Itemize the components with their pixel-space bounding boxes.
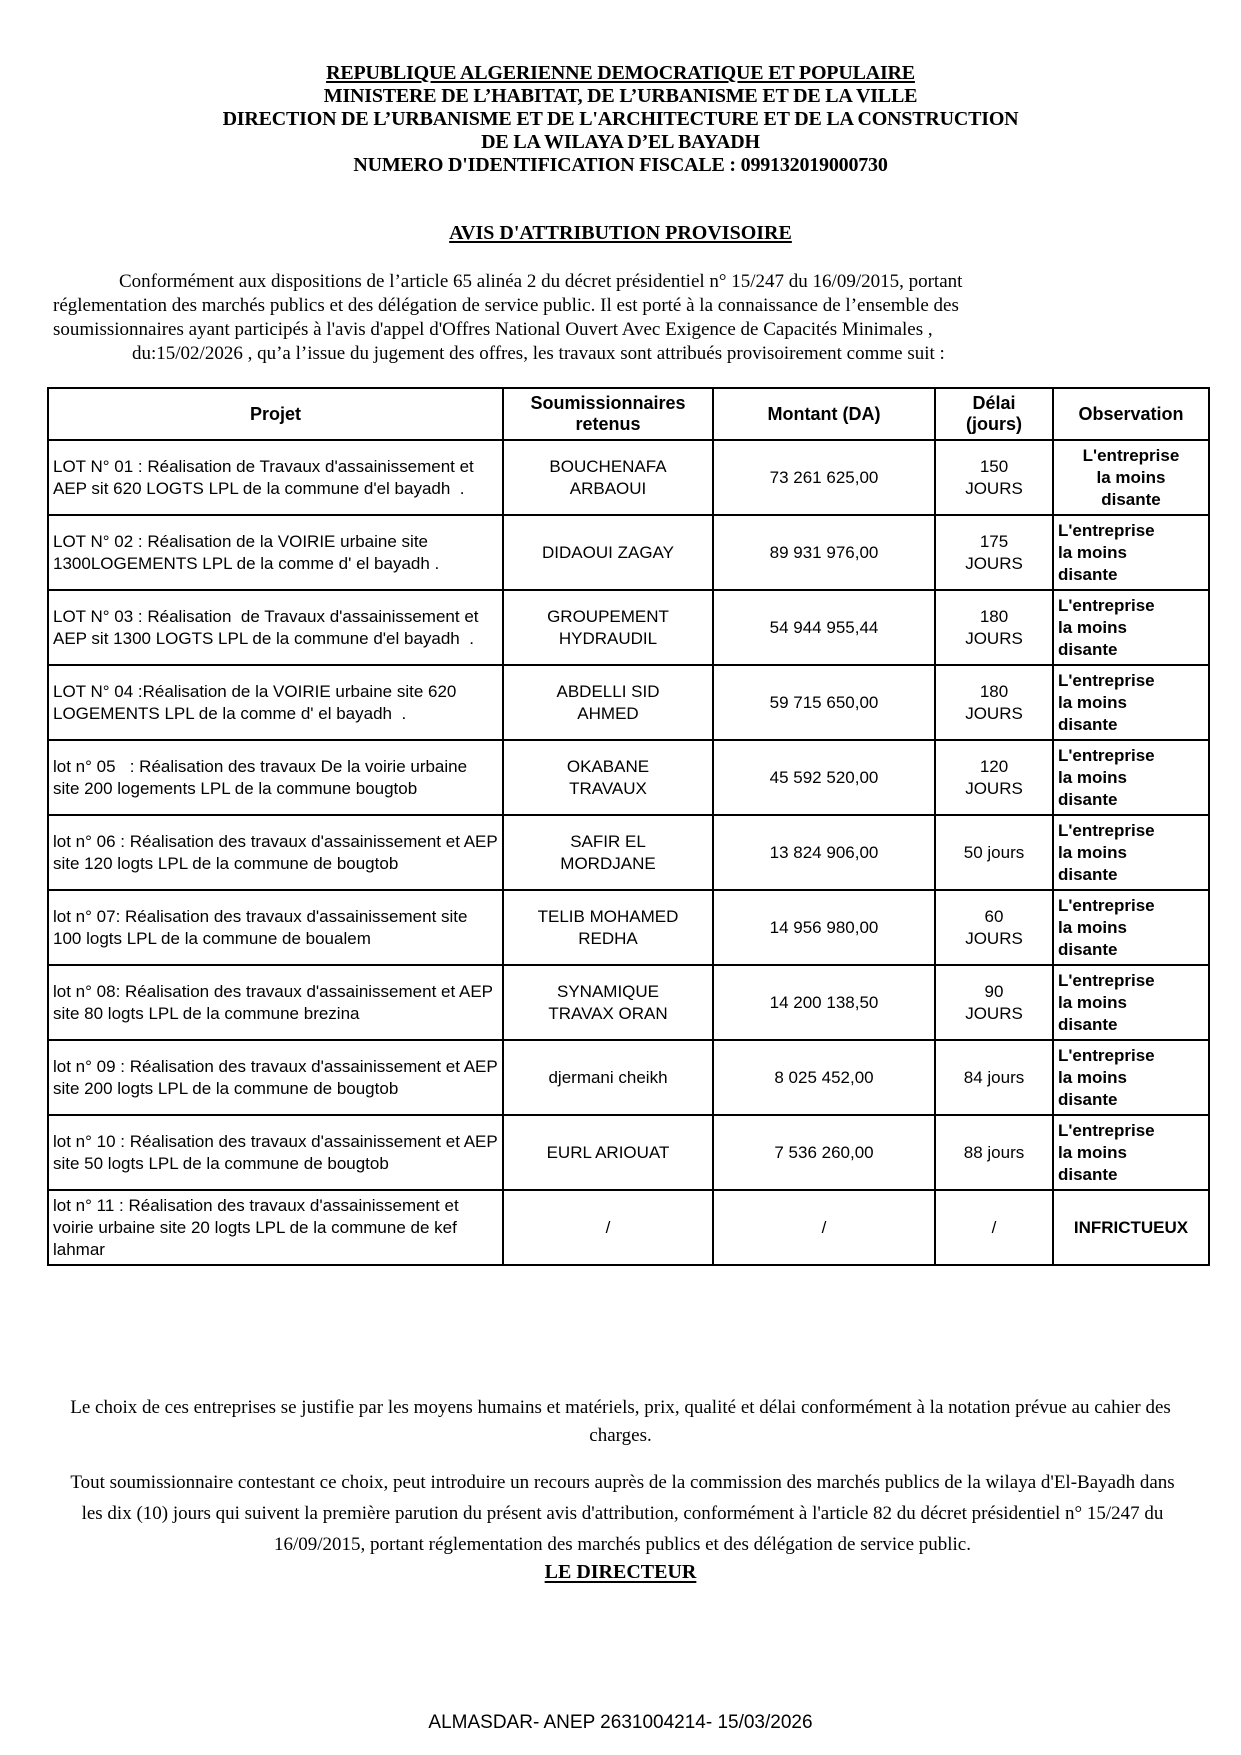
table-row	[48, 740, 1209, 815]
director-signature-text: LE DIRECTEUR	[544, 1561, 697, 1583]
table-row	[48, 815, 1209, 890]
observation-cell: L'entreprise la moins disante	[1053, 1040, 1209, 1115]
table-row	[48, 590, 1209, 665]
attribution-table	[47, 387, 1210, 1266]
document-title: AVIS D'ATTRIBUTION PROVISOIRE	[449, 222, 792, 244]
amount-cell: 59 715 650,00	[713, 665, 935, 740]
project-cell: LOT N° 01 : Réalisation de Travaux d'assainissement et AEP sit 620 LOGTS LPL de la commune d'el bayadh .	[48, 440, 503, 515]
table-row	[48, 890, 1209, 965]
table-row	[48, 1115, 1209, 1190]
intro-line-3: soumissionnaires ayant participés à l'avis d'appel d'Offres National Ouvert Avec Exigence de Capacités Minimales ,	[53, 319, 933, 340]
column-header-delai: Délai (jours)	[935, 388, 1053, 440]
observation-cell: INFRICTUEUX	[1053, 1190, 1209, 1265]
bidder-cell: BOUCHENAFA ARBAOUI	[503, 440, 713, 515]
column-header-soumissionnaires: Soumissionnaires retenus	[503, 388, 713, 440]
column-header-projet: Projet	[48, 388, 503, 440]
amount-cell: 73 261 625,00	[713, 440, 935, 515]
delay-cell: 88 jours	[935, 1115, 1053, 1190]
fiscal-id-line: NUMERO D'IDENTIFICATION FISCALE : 099132019000730	[353, 154, 888, 176]
intro-paragraph	[53, 270, 1185, 366]
column-header-montant: Montant (DA)	[713, 388, 935, 440]
project-cell: lot n° 07: Réalisation des travaux d'assainissement site 100 logts LPL de la commune de boualem	[48, 890, 503, 965]
publication-footer: ALMASDAR- ANEP 2631004214- 15/03/2026	[428, 1712, 813, 1733]
observation-cell: L'entreprise la moins disante	[1053, 815, 1209, 890]
table-row	[48, 665, 1209, 740]
amount-cell: 89 931 976,00	[713, 515, 935, 590]
observation-cell: L'entreprise la moins disante	[1053, 440, 1209, 515]
delay-cell: 175 JOURS	[935, 515, 1053, 590]
intro-line-1: Conformément aux dispositions de l’article 65 alinéa 2 du décret présidentiel n° 15/247 du 16/09/2015, portant	[119, 271, 963, 292]
amount-cell: 14 200 138,50	[713, 965, 935, 1040]
table-row	[48, 440, 1209, 515]
bidder-cell: DIDAOUI ZAGAY	[503, 515, 713, 590]
amount-cell: 7 536 260,00	[713, 1115, 935, 1190]
observation-cell: L'entreprise la moins disante	[1053, 515, 1209, 590]
national-header	[0, 0, 1241, 177]
director-signature	[0, 1560, 1241, 1584]
bidder-cell: SYNAMIQUE TRAVAX ORAN	[503, 965, 713, 1040]
amount-cell: /	[713, 1190, 935, 1265]
wilaya-line: DE LA WILAYA D’EL BAYADH	[481, 131, 760, 153]
amount-cell: 45 592 520,00	[713, 740, 935, 815]
attribution-table-body	[48, 440, 1209, 1265]
delay-cell: 180 JOURS	[935, 665, 1053, 740]
delay-cell: 60 JOURS	[935, 890, 1053, 965]
delay-cell: 180 JOURS	[935, 590, 1053, 665]
ministry-line: MINISTERE DE L’HABITAT, DE L’URBANISME ET DE LA VILLE	[323, 85, 918, 107]
table-row	[48, 515, 1209, 590]
amount-cell: 13 824 906,00	[713, 815, 935, 890]
justification-paragraph: Le choix de ces entreprises se justifie par les moyens humains et matériels, prix, qualité et délai conformément à la notation prévue au cahier des charges.	[70, 1397, 1171, 1446]
project-cell: LOT N° 04 :Réalisation de la VOIRIE urbaine site 620 LOGEMENTS LPL de la comme d' el bayadh .	[48, 665, 503, 740]
observation-cell: L'entreprise la moins disante	[1053, 1115, 1209, 1190]
project-cell: LOT N° 02 : Réalisation de la VOIRIE urbaine site 1300LOGEMENTS LPL de la comme d' el bayadh .	[48, 515, 503, 590]
observation-cell: L'entreprise la moins disante	[1053, 665, 1209, 740]
observation-cell: L'entreprise la moins disante	[1053, 965, 1209, 1040]
direction-line: DIRECTION DE L’URBANISME ET DE L'ARCHITECTURE ET DE LA CONSTRUCTION	[222, 108, 1019, 130]
bidder-cell: EURL ARIOUAT	[503, 1115, 713, 1190]
bidder-cell: GROUPEMENT HYDRAUDIL	[503, 590, 713, 665]
amount-cell: 14 956 980,00	[713, 890, 935, 965]
bidder-cell: ABDELLI SID AHMED	[503, 665, 713, 740]
table-row	[48, 1190, 1209, 1265]
project-cell: lot n° 11 : Réalisation des travaux d'assainissement et voirie urbaine site 20 logts LPL de la commune de kef lahmar	[48, 1190, 503, 1265]
observation-cell: L'entreprise la moins disante	[1053, 740, 1209, 815]
table-header-row	[48, 388, 1209, 440]
bidder-cell: /	[503, 1190, 713, 1265]
recourse-paragraph: Tout soumissionnaire contestant ce choix, peut introduire un recours auprès de la commission des marchés publics de la wilaya d'El-Bayadh dans les dix (10) jours qui suivent la première parution du présent avis d'attribution, conformément à l'article 82 du décret présidentiel n° 15/247 du 16/09/2015, portant réglementation des marchés publics et des délégation de service public.	[70, 1472, 1175, 1555]
project-cell: lot n° 06 : Réalisation des travaux d'assainissement et AEP site 120 logts LPL de la commune de bougtob	[48, 815, 503, 890]
bidder-cell: TELIB MOHAMED REDHA	[503, 890, 713, 965]
project-cell: lot n° 09 : Réalisation des travaux d'assainissement et AEP site 200 logts LPL de la commune de bougtob	[48, 1040, 503, 1115]
amount-cell: 8 025 452,00	[713, 1040, 935, 1115]
observation-cell: L'entreprise la moins disante	[1053, 890, 1209, 965]
delay-cell: 150 JOURS	[935, 440, 1053, 515]
bidder-cell: SAFIR EL MORDJANE	[503, 815, 713, 890]
amount-cell: 54 944 955,44	[713, 590, 935, 665]
table-row	[48, 965, 1209, 1040]
column-header-observation: Observation	[1053, 388, 1209, 440]
project-cell: lot n° 05 : Réalisation des travaux De la voirie urbaine site 200 logements LPL de la commune bougtob	[48, 740, 503, 815]
project-cell: lot n° 08: Réalisation des travaux d'assainissement et AEP site 80 logts LPL de la commune brezina	[48, 965, 503, 1040]
delay-cell: 90 JOURS	[935, 965, 1053, 1040]
project-cell: LOT N° 03 : Réalisation de Travaux d'assainissement et AEP sit 1300 LOGTS LPL de la commune d'el bayadh .	[48, 590, 503, 665]
intro-line-2: réglementation des marchés publics et des délégation de service public. Il est porté à la connaissance de l’ensemble des	[53, 295, 959, 316]
delay-cell: /	[935, 1190, 1053, 1265]
bidder-cell: djermani cheikh	[503, 1040, 713, 1115]
delay-cell: 50 jours	[935, 815, 1053, 890]
observation-cell: L'entreprise la moins disante	[1053, 590, 1209, 665]
delay-cell: 120 JOURS	[935, 740, 1053, 815]
project-cell: lot n° 10 : Réalisation des travaux d'assainissement et AEP site 50 logts LPL de la commune de bougtob	[48, 1115, 503, 1190]
delay-cell: 84 jours	[935, 1040, 1053, 1115]
republic-line: REPUBLIQUE ALGERIENNE DEMOCRATIQUE ET POPULAIRE	[326, 62, 915, 84]
table-row	[48, 1040, 1209, 1115]
bidder-cell: OKABANE TRAVAUX	[503, 740, 713, 815]
intro-line-4: du:15/02/2026 , qu’a l’issue du jugement des offres, les travaux sont attribués provisoirement comme suit :	[132, 343, 945, 364]
